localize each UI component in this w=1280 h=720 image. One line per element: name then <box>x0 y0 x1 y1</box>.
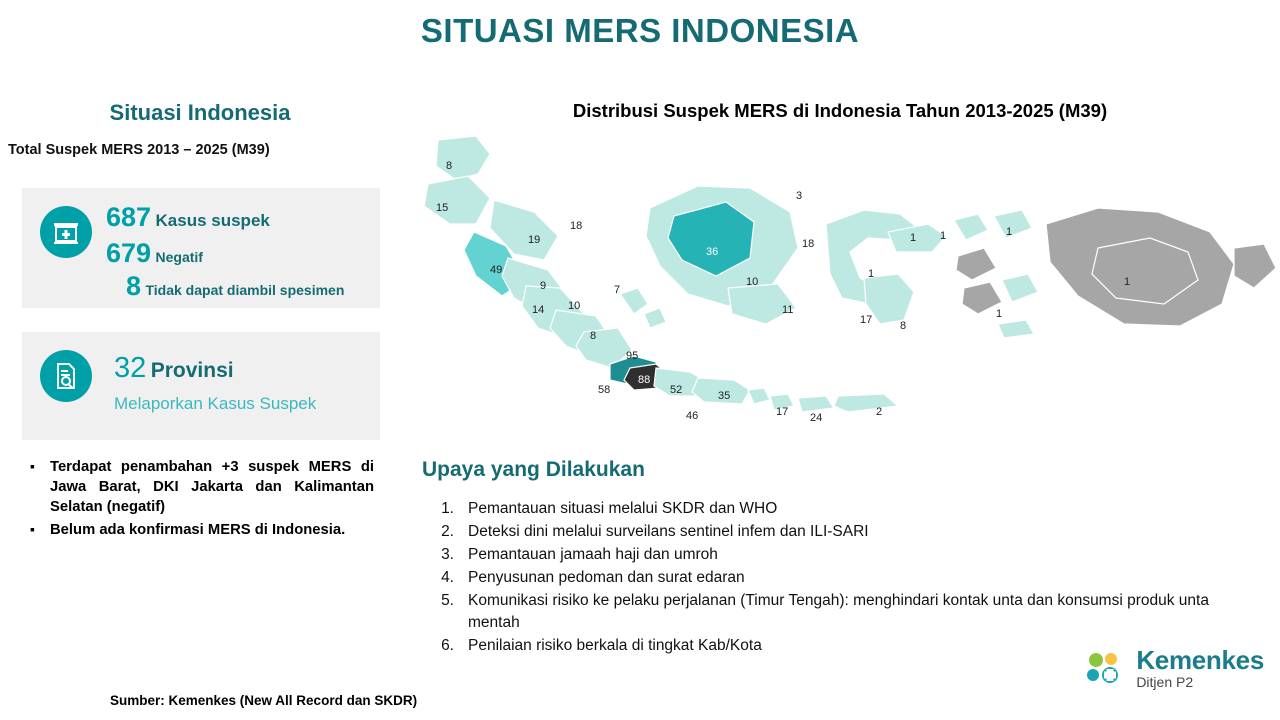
provinsi-count: 32 <box>114 352 147 384</box>
map-label: 15 <box>436 202 449 214</box>
map-label: 19 <box>528 234 541 246</box>
list-number: 6. <box>441 637 454 654</box>
map-label: 18 <box>802 238 815 250</box>
map-label: 10 <box>746 276 759 288</box>
upaya-title: Upaya yang Dilakukan <box>422 458 645 481</box>
kasus-count-label: Kasus suspek <box>155 211 270 230</box>
list-item <box>420 567 1210 589</box>
map-label: 18 <box>570 220 583 232</box>
map-label: 88 <box>638 374 651 386</box>
list-text: Pemantauan situasi melalui SKDR dan WHO <box>468 500 778 517</box>
left-section-heading: Situasi Indonesia <box>109 100 291 125</box>
list-item <box>420 590 1210 634</box>
kasus-count: 687 <box>106 202 152 232</box>
nospecimen-count: 8 <box>126 271 142 301</box>
map-label: 7 <box>614 284 621 296</box>
map-label: 17 <box>776 406 789 418</box>
kemenkes-mark-icon <box>1080 644 1128 692</box>
negatif-row <box>106 238 203 269</box>
provinsi-label: Provinsi <box>150 359 234 382</box>
list-number: 5. <box>441 592 454 609</box>
source-note: Sumber: Kemenkes (New All Record dan SKDR) <box>110 693 418 708</box>
list-item: ▪ Terdapat penambahan +3 suspek MERS di Jawa Barat, DKI Jakarta dan Kalimantan Selatan (negatif) <box>24 458 374 517</box>
negatif-label: Negatif <box>155 249 203 265</box>
provinsi-sublabel: Melaporkan Kasus Suspek <box>114 394 317 413</box>
list-text: Deteksi dini melalui surveilans sentinel infem dan ILI-SARI <box>468 523 869 540</box>
map-label: 2 <box>876 406 883 418</box>
map-label: 17 <box>860 314 873 326</box>
map-label: 1 <box>868 268 875 280</box>
list-item <box>420 498 1210 520</box>
map-label: 1 <box>1124 276 1131 288</box>
list-number: 4. <box>441 569 454 586</box>
map-label: 1 <box>940 230 947 242</box>
map-label: 1 <box>910 232 917 244</box>
list-number: 3. <box>441 546 454 563</box>
negatif-count: 679 <box>106 238 152 268</box>
map-label: 49 <box>490 264 503 276</box>
indonesia-map <box>398 128 1280 428</box>
logo-text <box>1136 647 1264 689</box>
map-label: 3 <box>796 190 803 202</box>
list-number: 1. <box>441 500 454 517</box>
list-number: 2. <box>441 523 454 540</box>
map-label: 36 <box>706 246 719 258</box>
clinic-icon <box>40 206 92 258</box>
map-label: 35 <box>718 390 731 402</box>
list-text: Penyusunan pedoman dan surat edaran <box>468 569 745 586</box>
list-item: ▪ Belum ada konfirmasi MERS di Indonesia. <box>24 521 374 541</box>
map-label: 52 <box>670 384 683 396</box>
provinsi-row <box>114 352 234 385</box>
list-text: Pemantauan jamaah haji dan umroh <box>468 546 718 563</box>
map-label: 58 <box>598 384 611 396</box>
map-label: 14 <box>532 304 545 316</box>
left-bullet-list <box>24 458 374 545</box>
map-label: 8 <box>446 160 453 172</box>
page-title: SITUASI MERS INDONESIA <box>420 12 860 49</box>
left-section-subheading: Total Suspek MERS 2013 – 2025 (M39) <box>8 142 270 158</box>
upaya-list <box>420 498 1210 658</box>
map-label: 8 <box>590 330 597 342</box>
stat-card-kasus <box>22 188 380 308</box>
list-item <box>420 544 1210 566</box>
list-item <box>420 521 1210 543</box>
list-text: Komunikasi risiko ke pelaku perjalanan (Timur Tengah): menghindari kontak unta dan konsumsi produk unta mentah <box>468 592 1209 631</box>
map-label: 46 <box>686 410 699 422</box>
map-label: 24 <box>810 412 823 424</box>
nospecimen-label: Tidak dapat diambil spesimen <box>145 282 345 298</box>
kasus-row <box>106 202 270 233</box>
map-label: 95 <box>626 350 639 362</box>
nospecimen-row <box>126 271 344 302</box>
logo-sub-text: Ditjen P2 <box>1136 674 1194 690</box>
map-label: 9 <box>540 280 547 292</box>
list-text: Penilaian risiko berkala di tingkat Kab/Kota <box>468 637 762 654</box>
stat-card-provinsi <box>22 332 380 440</box>
kemenkes-logo <box>1080 644 1264 692</box>
map-label: 1 <box>996 308 1003 320</box>
map-label: 10 <box>568 300 581 312</box>
logo-main-text: Kemenkes <box>1136 645 1264 675</box>
map-title: Distribusi Suspek MERS di Indonesia Tahun 2013-2025 (M39) <box>572 100 1108 121</box>
map-label: 8 <box>900 320 907 332</box>
document-search-icon <box>40 350 92 402</box>
map-label: 1 <box>1006 226 1013 238</box>
map-label: 11 <box>782 304 794 316</box>
